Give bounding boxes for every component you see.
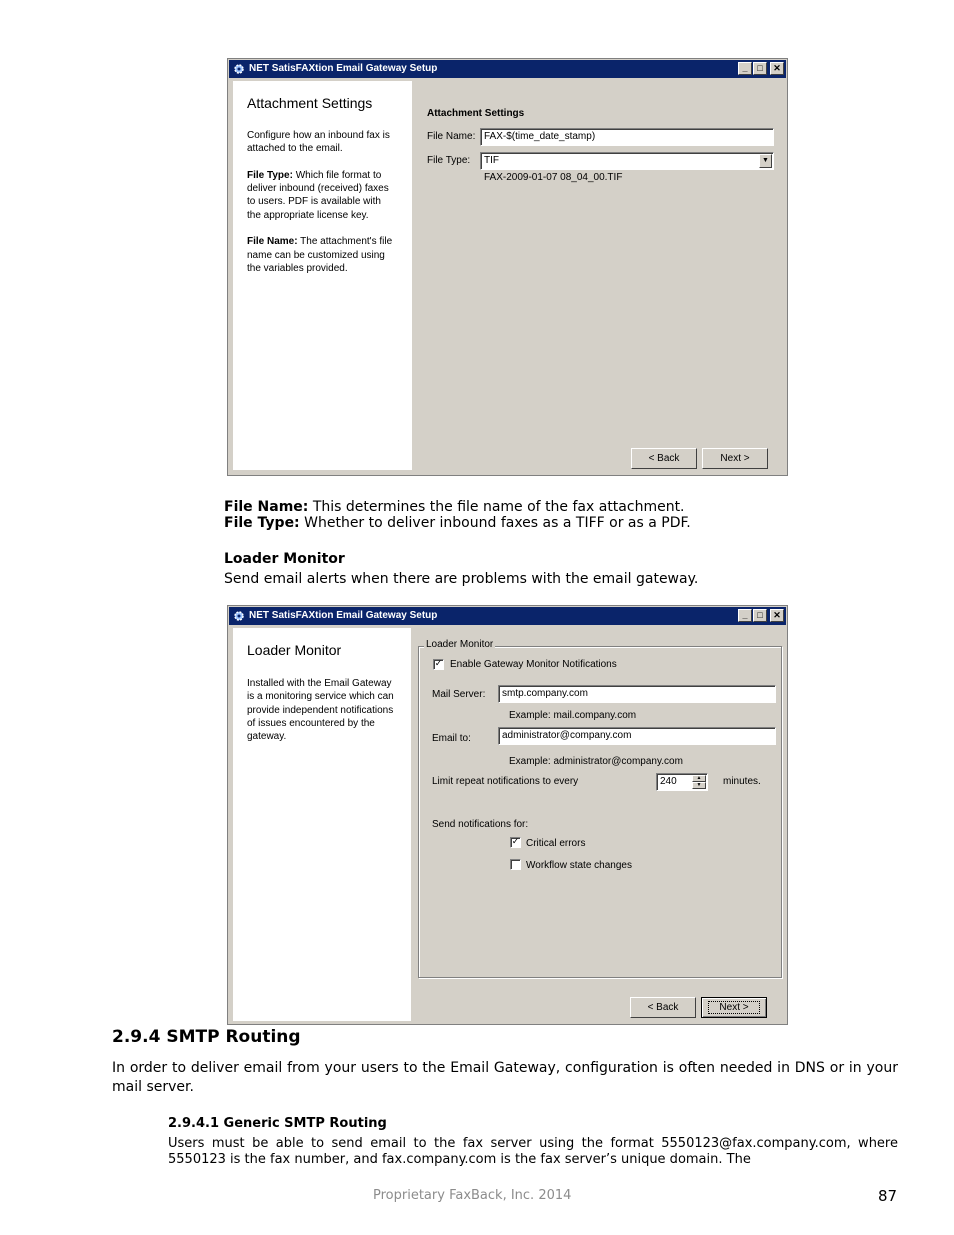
- side-p3-bold: File Name:: [247, 236, 298, 248]
- close-button[interactable]: ✕: [770, 609, 784, 622]
- spin-down-icon[interactable]: ▼: [692, 782, 706, 789]
- side-p1: Configure how an inbound fax is attached to the email.: [247, 130, 390, 155]
- smtp-routing-paragraph: In order to deliver email from your users to the Email Gateway, configuration is often needed in DNS or in your mail server.: [112, 1060, 898, 1095]
- group-label: Loader Monitor: [426, 639, 494, 650]
- minimize-button[interactable]: _: [738, 62, 752, 75]
- maximize-button[interactable]: □: [753, 609, 767, 622]
- title-bar: [229, 607, 786, 625]
- back-button[interactable]: < Back: [630, 997, 696, 1018]
- loader-monitor-dialog: [227, 605, 788, 1025]
- loader-monitor-text: Send email alerts when there are problems with the email gateway.: [224, 571, 699, 587]
- section-label: Attachment Settings: [427, 108, 525, 119]
- enable-notifications-checkbox[interactable]: ✓: [434, 659, 443, 669]
- email-to-example: Example: administrator@company.com: [509, 756, 683, 767]
- section-heading: 2.9.4 SMTP Routing: [112, 1027, 301, 1047]
- next-label: Next >: [709, 1002, 758, 1013]
- file-name-description: [224, 499, 685, 515]
- critical-errors-checkbox[interactable]: ✓: [511, 837, 520, 847]
- email-to-input[interactable]: administrator@company.com: [498, 727, 776, 745]
- critical-errors-label: Critical errors: [526, 838, 586, 849]
- mail-server-input[interactable]: smtp.company.com: [498, 685, 776, 703]
- side-p3: The attachment's file name can be customized using the variables provided.: [247, 236, 393, 274]
- limit-value: 240: [660, 776, 677, 787]
- file-type-label: File Type:: [427, 155, 471, 166]
- minutes-label: minutes.: [723, 776, 761, 787]
- limit-minutes-stepper[interactable]: [656, 773, 708, 791]
- side-description: Installed with the Email Gateway is a monitoring service which can provide independent notifications of issues encountered by the gateway.: [247, 678, 394, 743]
- file-type-term: File Type:: [224, 515, 300, 531]
- generic-smtp-paragraph: Users must be able to send email to the fax server using the format 5550123@fax.company.com, where 5550123 is the fax number, and fax.company.com is the fax server’s unique domain. The: [168, 1136, 898, 1167]
- spin-up-icon[interactable]: ▲: [692, 775, 706, 782]
- workflow-changes-checkbox[interactable]: [510, 859, 521, 870]
- mail-server-example: Example: mail.company.com: [509, 710, 637, 721]
- file-name-label: File Name:: [427, 131, 476, 142]
- subsection-heading: 2.9.4.1 Generic SMTP Routing: [168, 1116, 387, 1131]
- side-p2-bold: File Type:: [247, 169, 293, 181]
- gear-icon: [233, 63, 245, 75]
- file-type-text: Whether to deliver inbound faxes as a TIFF or as a PDF.: [299, 515, 691, 531]
- side-title: Attachment Settings: [247, 95, 373, 111]
- file-name-input[interactable]: FAX-$(time_date_stamp): [480, 128, 774, 146]
- side-title: Loader Monitor: [247, 642, 342, 658]
- page-number: 87: [878, 1187, 898, 1205]
- maximize-button[interactable]: □: [753, 62, 767, 75]
- side-description: [247, 129, 397, 275]
- title-bar: [229, 60, 786, 78]
- limit-label: Limit repeat notifications to every: [432, 776, 579, 787]
- mail-server-label: Mail Server:: [432, 689, 486, 700]
- file-name-example: FAX-2009-01-07 08_04_00.TIF: [484, 172, 623, 183]
- info-panel: [233, 81, 412, 470]
- gear-icon: [233, 610, 245, 622]
- loader-monitor-heading: Loader Monitor: [224, 551, 345, 567]
- footer: Proprietary FaxBack, Inc. 2014: [373, 1188, 572, 1203]
- window-title: NET SatisFAXtion Email Gateway Setup: [249, 63, 438, 74]
- minimize-button[interactable]: _: [738, 609, 752, 622]
- file-name-text: This determines the file name of the fax attachment.: [308, 499, 685, 515]
- close-button[interactable]: ✕: [770, 62, 784, 75]
- back-button[interactable]: < Back: [631, 448, 697, 469]
- side-p2: Which file format to deliver inbound (received) faxes to users. PDF is available with the appropriate license key.: [247, 169, 389, 221]
- chevron-down-icon[interactable]: ▼: [759, 154, 772, 168]
- window-title: NET SatisFAXtion Email Gateway Setup: [249, 610, 438, 621]
- enable-notifications-label: Enable Gateway Monitor Notifications: [450, 659, 617, 670]
- send-for-label: Send notifications for:: [432, 819, 529, 830]
- next-button[interactable]: [701, 997, 767, 1018]
- file-name-term: File Name:: [224, 499, 309, 515]
- file-type-description: [224, 515, 691, 531]
- attachment-settings-dialog: [227, 58, 788, 476]
- email-to-label: Email to:: [432, 733, 471, 744]
- file-type-select[interactable]: [480, 152, 774, 170]
- next-button[interactable]: Next >: [702, 448, 768, 469]
- workflow-changes-label: Workflow state changes: [526, 860, 632, 871]
- info-panel: [233, 628, 411, 1021]
- file-type-value: TIF: [484, 155, 499, 166]
